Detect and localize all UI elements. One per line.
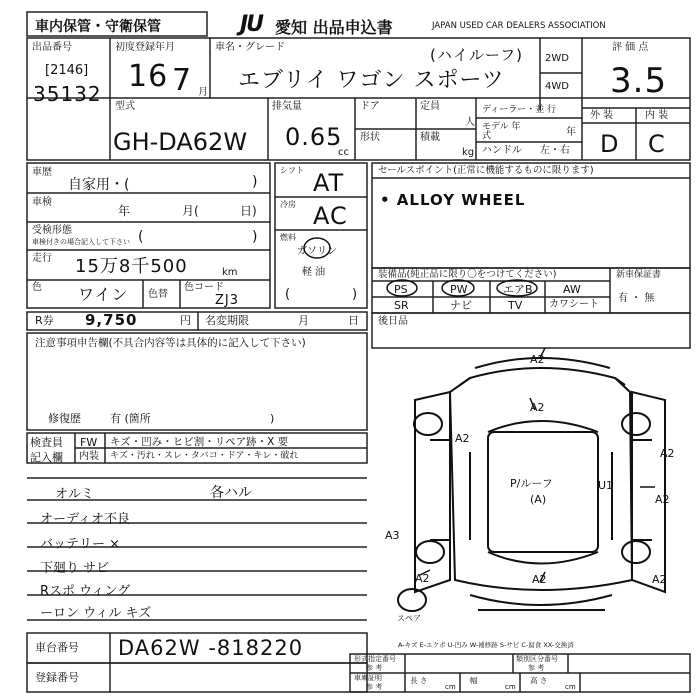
- equipment-airbag: エアB: [503, 283, 533, 296]
- month-unit: 月: [198, 87, 208, 98]
- renewal-day: 日: [348, 314, 359, 327]
- inspector-note: Rスポ ウィング: [40, 584, 131, 599]
- inspector-fw-label: FW: [80, 436, 98, 449]
- grade-value: 3.5: [610, 61, 668, 101]
- damage-mark: A2: [660, 447, 675, 460]
- model-year-label: モデル 年式: [482, 122, 521, 141]
- roof-sub: (A): [530, 493, 547, 506]
- renewal-month: 月: [298, 314, 309, 327]
- history-close: ): [252, 174, 258, 190]
- inspector-label-1: 検査員: [30, 436, 63, 449]
- registration-year: 16: [128, 59, 169, 94]
- color-value: ワイン: [78, 285, 129, 304]
- mileage-unit: km: [222, 267, 238, 278]
- displacement-value: 0.65: [285, 123, 343, 151]
- repair-value: 有 (箇所: [110, 412, 151, 425]
- type-value: GH-DA62W: [113, 128, 248, 156]
- equipment-seat: カワシート: [549, 299, 599, 310]
- fuel-open: (: [285, 287, 291, 302]
- fuel-gasoline: ガソリン: [297, 246, 337, 257]
- grade-label: 評 価 点: [612, 42, 649, 53]
- model-note: (ハイルーフ): [430, 46, 523, 64]
- notes-label: 注意事項申告欄(不具合内容等は具体的に記入して下さい): [35, 337, 306, 349]
- inspection-month: 月(: [182, 204, 199, 218]
- fuel-close: ): [352, 287, 358, 302]
- damage-mark: A2: [652, 573, 667, 586]
- handle-label: ハンドル: [482, 145, 522, 156]
- sales-point-value: • ALLOY WHEEL: [380, 191, 526, 209]
- new-car-warranty-label: 新車保証書: [616, 270, 662, 280]
- footer-label: 類別区分番号: [516, 655, 558, 663]
- history-label: 車歴: [32, 167, 52, 178]
- inspector-label-2: 記入欄: [30, 451, 63, 464]
- equipment-tv: TV: [508, 299, 523, 312]
- color-code-label: 色コード: [184, 282, 224, 293]
- damage-mark: A2: [415, 572, 430, 585]
- displacement-label: 排気量: [272, 101, 302, 112]
- footer-sub: 参 考: [528, 664, 545, 672]
- damage-mark: A2: [455, 432, 470, 445]
- mileage-value: 15万8千500: [75, 256, 188, 277]
- capacity-unit: 人: [465, 117, 475, 128]
- lot-label: 出品番号: [32, 42, 72, 53]
- ac-label: 冷房: [280, 200, 296, 209]
- footer-unit: cm: [445, 683, 456, 691]
- recycle-unit: 円: [180, 314, 191, 327]
- inspector-side-note: 各ハル: [210, 485, 252, 501]
- registration-label: 初度登録年月: [115, 42, 175, 53]
- form-title: 車内保管・守衛保管: [35, 19, 161, 35]
- equipment-ps: PS: [394, 283, 408, 296]
- repair-close: ): [270, 412, 275, 425]
- equipment-label: 装備品(純正品に限り〇をつけてください): [378, 269, 557, 280]
- repair-label: 修復歴: [48, 412, 81, 425]
- warranty-label: 受検形態: [32, 225, 72, 236]
- damage-mark: A2: [655, 493, 670, 506]
- recycle-label: R券: [35, 314, 54, 327]
- sales-point-label: セールスポイント(正常に機能するものに限ります): [378, 165, 594, 176]
- renewal-label: 名変期限: [205, 314, 249, 327]
- drive-4wd: 4WD: [545, 81, 569, 92]
- footer-label: 車庫証明: [354, 674, 382, 682]
- lot-number: 35132: [33, 82, 102, 106]
- shift-value: AT: [313, 169, 345, 197]
- interior-label: 内 装: [645, 110, 669, 121]
- diagram-legend: A-キズ E-エクボ U-凹み W-補修跡 S-サビ C-腐食 XX-交換済: [398, 641, 574, 649]
- capacity-label: 定員: [420, 101, 440, 112]
- displacement-unit: cc: [338, 147, 349, 158]
- ac-value: AC: [313, 202, 348, 230]
- door-label: ドア: [360, 101, 380, 112]
- type-label: 型式: [115, 101, 135, 112]
- fuel-label: 燃料: [280, 233, 296, 242]
- handle-options: 左・右: [540, 145, 570, 156]
- inspector-note: 下廻り サビ: [40, 561, 110, 576]
- damage-mark: A2: [530, 401, 545, 414]
- damage-mark: A2: [530, 353, 545, 366]
- damage-mark: A2: [532, 573, 547, 586]
- shift-label: シフト: [280, 166, 304, 175]
- lot-sub-number: [2146]: [45, 63, 89, 78]
- registration-number-label: 登録番号: [35, 671, 79, 684]
- fuel-diesel: 軽 油: [302, 267, 326, 278]
- inspector-note: オルミ: [55, 487, 95, 502]
- damage-mark: A3: [385, 529, 400, 542]
- interior-grade: C: [648, 130, 666, 158]
- damage-mark: U1: [598, 479, 614, 492]
- shape-label: 形状: [360, 132, 380, 143]
- roof-label: P/ルーフ: [510, 477, 553, 490]
- brand-title: 愛知 出品申込書: [275, 18, 393, 37]
- load-label: 積載: [420, 132, 440, 143]
- brand-english: JAPAN USED CAR DEALERS ASSOCIATION: [432, 21, 606, 31]
- footer-length: 長 さ: [410, 676, 428, 685]
- history-value: 自家用・(: [68, 177, 130, 193]
- inspector-interior-items: キズ・汚れ・スレ・タバコ・ドア・キレ・破れ: [110, 451, 299, 461]
- inspection-label: 車検: [32, 197, 52, 208]
- ju-logo: JU: [240, 12, 263, 37]
- inspector-fw-items: キズ・凹み・ヒビ割・リペア跡・X 要: [110, 436, 289, 448]
- color-tone-label: 色替: [148, 289, 168, 300]
- exterior-label: 外 装: [590, 110, 614, 121]
- inspection-day: 日): [240, 204, 257, 218]
- warranty-close: ): [252, 229, 258, 245]
- inspector-note: ーロン ウィル キズ: [40, 606, 152, 621]
- color-label: 色: [32, 282, 42, 293]
- after-reg-label: 後日品: [378, 316, 408, 327]
- new-car-warranty-value: 有 ・ 無: [618, 293, 655, 304]
- equipment-navi: ナビ: [450, 299, 472, 312]
- model-name: エブリイ ワゴン スポーツ: [238, 68, 505, 93]
- year-unit: 年: [566, 127, 576, 138]
- footer-sub: 参 考: [366, 664, 383, 672]
- mileage-label: 走行: [32, 253, 52, 264]
- dealer-label: ディーラー・並 行: [482, 105, 557, 115]
- inspector-interior-label: 内装: [79, 451, 99, 462]
- chassis-label: 車台番号: [35, 641, 79, 654]
- warranty-open: (: [138, 229, 144, 245]
- recycle-value: 9,750: [85, 311, 138, 329]
- footer-width: 幅: [470, 676, 478, 685]
- footer-label: 形式指定番号: [354, 655, 396, 663]
- registration-month: 7: [172, 63, 193, 98]
- chassis-value: DA62W -818220: [118, 636, 304, 660]
- model-label: 車名・グレード: [215, 42, 285, 53]
- equipment-aw: AW: [563, 283, 581, 296]
- equipment-pw: PW: [450, 283, 468, 296]
- footer-sub: 参 考: [366, 683, 383, 691]
- color-code-value: ZJ3: [215, 293, 240, 308]
- inspector-note: オーディオ不良: [40, 512, 130, 527]
- footer-unit: cm: [565, 683, 576, 691]
- spare-label: スペア: [397, 614, 421, 623]
- drive-2wd: 2WD: [545, 53, 569, 64]
- footer-height: 高 さ: [530, 676, 548, 685]
- exterior-grade: D: [600, 130, 620, 158]
- load-unit: kg: [462, 147, 475, 158]
- equipment-sr: SR: [394, 299, 409, 312]
- inspector-note: バッテリー ×: [40, 537, 121, 552]
- inspection-year: 年: [118, 204, 131, 218]
- warranty-sub: 車検付きの場合記入して下さい: [32, 238, 130, 246]
- footer-unit: cm: [505, 683, 516, 691]
